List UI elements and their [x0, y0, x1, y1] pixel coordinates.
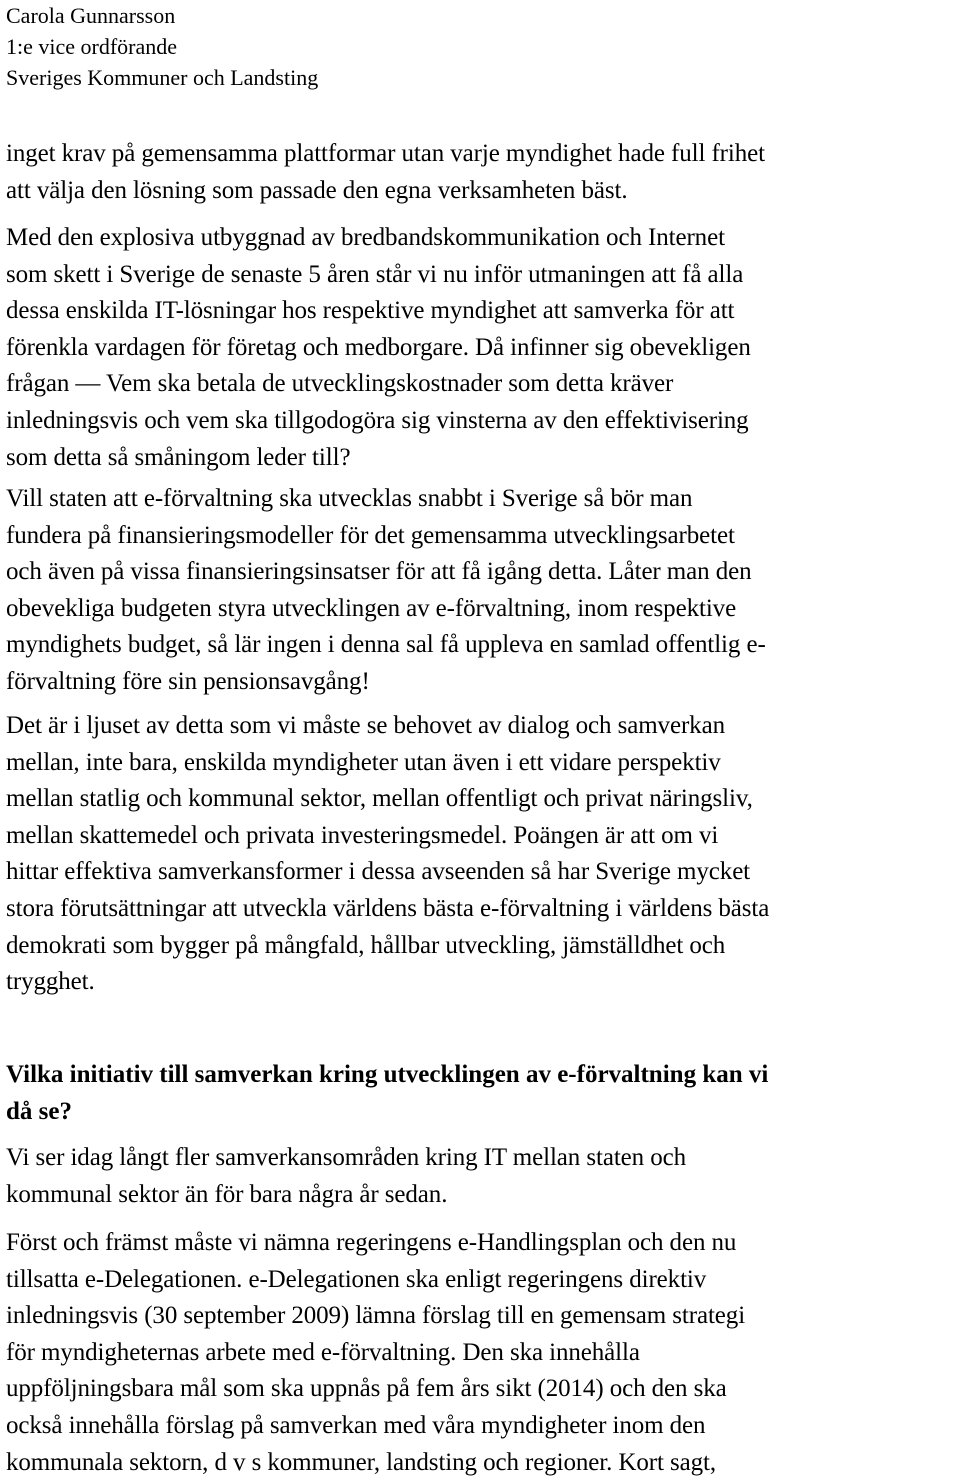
paragraph-dialogue	[6, 708, 958, 1001]
paragraph-text: inget krav på gemensamma plattformar utan varje myndighet hade full frihet att välja den lösning som passade den egna verksamheten bäst.	[6, 140, 765, 204]
paragraph-broadband	[6, 220, 958, 476]
page-header	[6, 0, 318, 93]
section-heading: Vilka initiativ till samverkan kring utvecklingen av e-förvaltning kan vi då se?	[6, 1061, 769, 1125]
author-organization: Sveriges Kommuner och Landsting	[6, 65, 319, 90]
author-role: 1:e vice ordförande	[6, 34, 178, 59]
paragraph-text: Med den explosiva utbyggnad av bredbandskommunikation och Internet som skett i Sverige de senaste 5 åren står vi nu inför utmaningen att få alla dessa enskilda IT-lösningar hos respektive myndighet att samverka för att förenkla vardagen för företag och medborgare. Då infinner sig obevekligen frågan — Vem ska betala de utvecklingskostnader som detta kräver inledningsvis och vem ska tillgodogöra sig vinsterna av den effektivisering som detta så småningom leder till?	[6, 224, 751, 471]
paragraph-intro-continuation	[6, 136, 958, 209]
author-name: Carola Gunnarsson	[6, 3, 176, 28]
paragraph-text: Vill staten att e-förvaltning ska utvecklas snabbt i Sverige så bör man fundera på finansieringsmodeller för det gemensamma utvecklingsarbetet och även på vissa finansieringsinsatser för att få igång detta. Låter man den obevekliga budgeten styra utvecklingen av e-förvaltning, inom respektive myndighets budget, så lär ingen i denna sal få uppleva en samlad offentlig e- förvaltning före sin pensionsavgång!	[6, 485, 766, 695]
paragraph-text: Det är i ljuset av detta som vi måste se behovet av dialog och samverkan mellan, inte bara, enskilda myndigheter utan även i ett vidare perspektiv mellan statlig och kommunal sektor, mellan offentligt och privat näringsliv, mellan skattemedel och privata investeringsmedel. Poängen är att om vi hittar effektiva samverkansformer i dessa avseenden så har Sverige mycket stora förutsättningar att utveckla världens bästa e-förvaltning i världens bästa demokrati som bygger på mångfald, hållbar utveckling, jämställdhet och trygghet.	[6, 712, 770, 996]
paragraph-e-delegation	[6, 1225, 958, 1481]
paragraph-cooperation-areas	[6, 1140, 958, 1213]
paragraph-financing	[6, 481, 958, 701]
paragraph-text: Först och främst måste vi nämna regeringens e-Handlingsplan och den nu tillsatta e-Delegationen. e-Delegationen ska enligt regeringens direktiv inledningsvis (30 september 2009) lämna förslag till en gemensam strategi för myndigheternas arbete med e-förvaltning. Den ska innehålla uppföljningsbara mål som ska uppnås på fem års sikt (2014) och den ska också innehålla förslag på samverkan med våra myndigheter inom den kommunala sektorn, d v s kommuner, landsting och regioner. Kort sagt,	[6, 1229, 746, 1476]
paragraph-text: Vi ser idag långt fler samverkansområden kring IT mellan staten och kommunal sektor än för bara några år sedan.	[6, 1144, 687, 1208]
